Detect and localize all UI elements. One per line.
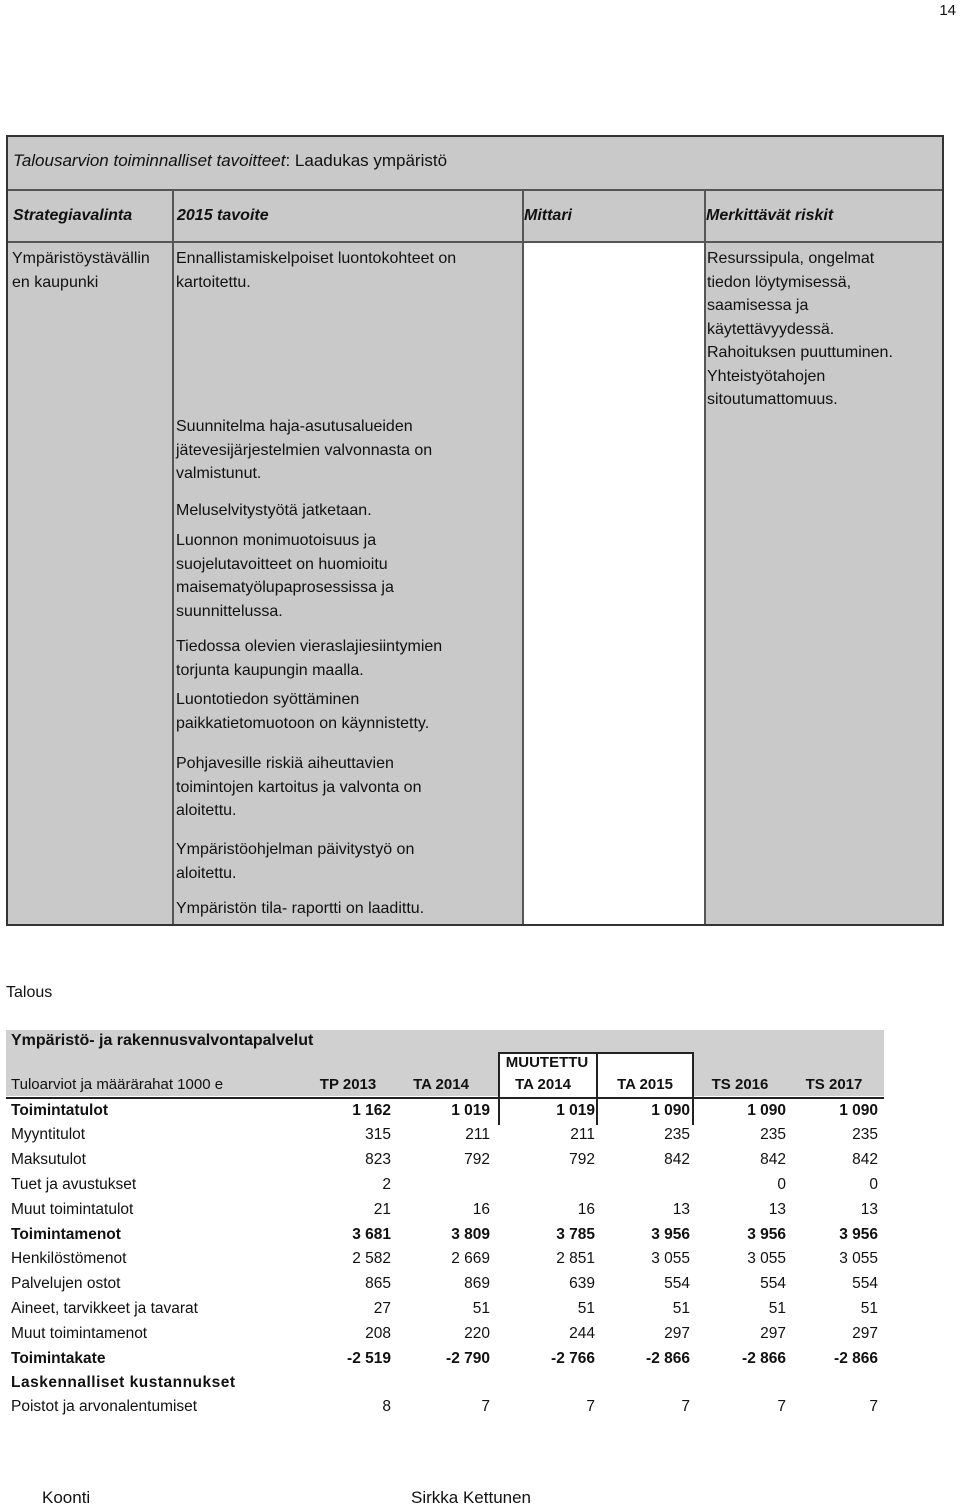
row-value: 21	[373, 1201, 391, 1218]
row-value: 51	[860, 1300, 878, 1317]
row-value: 51	[577, 1300, 595, 1317]
goal-item	[176, 688, 516, 735]
row-label: Muut toimintamenot	[11, 1325, 148, 1342]
row-value: 1 162	[352, 1102, 391, 1119]
risk-line: tiedon löytymisessä,	[707, 273, 852, 291]
row-value: 7	[681, 1398, 690, 1415]
row-value: -2 866	[646, 1350, 690, 1367]
row-value: 2	[382, 1176, 391, 1193]
row-value: 2 669	[451, 1250, 490, 1267]
row-value: 13	[672, 1201, 690, 1218]
row-value: 842	[664, 1151, 690, 1168]
row-value: -2 790	[446, 1350, 490, 1367]
goal-item	[176, 247, 516, 294]
row-value: 27	[373, 1300, 391, 1317]
row-value: -2 519	[347, 1350, 391, 1367]
column-header: TA 2014	[413, 1076, 469, 1093]
row-value: 315	[365, 1126, 391, 1143]
row-value: 3 785	[556, 1226, 595, 1243]
row-value: 7	[869, 1398, 878, 1415]
row-value: 51	[672, 1300, 690, 1317]
row-value: 0	[869, 1176, 878, 1193]
goal-line: Luonnon monimuotoisuus ja	[176, 532, 377, 549]
row-value: 235	[664, 1126, 690, 1143]
risk-line: käytettävyydessä.	[707, 320, 835, 338]
row-label: Toimintatulot	[11, 1102, 108, 1119]
row-value: 792	[464, 1151, 490, 1168]
goal-line: Tiedossa olevien vieraslajiesiintymien	[176, 638, 443, 655]
goal-item	[176, 838, 516, 885]
risk-line: Yhteistyötahojen	[707, 367, 826, 385]
column-header: TA 2015	[617, 1076, 673, 1093]
goals-title	[8, 137, 942, 191]
row-value: -2 766	[551, 1350, 595, 1367]
table-row	[6, 1322, 884, 1347]
row-value: 842	[760, 1151, 786, 1168]
row-value: 211	[465, 1126, 490, 1143]
table-row	[6, 1223, 884, 1247]
section-heading-talous: Talous	[6, 984, 53, 1001]
row-label: Palvelujen ostot	[11, 1275, 121, 1292]
footer-right: Sirkka Kettunen	[411, 1488, 532, 1507]
row-value: 7	[777, 1398, 786, 1415]
column-header: TP 2013	[319, 1076, 377, 1093]
row-value: 0	[777, 1176, 786, 1193]
header-meter: Mittari	[524, 207, 572, 224]
row-value: 297	[852, 1325, 878, 1342]
strategy-line: en kaupunki	[12, 273, 99, 291]
row-label: Henkilöstömenot	[11, 1250, 127, 1267]
goals-title-suffix: : Laadukas ympäristö	[285, 151, 448, 170]
column-divider	[172, 191, 174, 924]
header-goal: 2015 tavoite	[177, 207, 269, 224]
row-label: Laskennalliset kustannukset	[11, 1374, 236, 1391]
goal-item	[176, 897, 516, 921]
goal-item	[176, 529, 516, 623]
row-value: 3 055	[651, 1250, 690, 1267]
header-risks: Merkittävät riskit	[706, 207, 834, 224]
table-row	[6, 1371, 884, 1395]
row-label: Toimintakate	[11, 1350, 106, 1367]
row-value: 51	[472, 1300, 490, 1317]
row-value: 554	[760, 1275, 786, 1292]
row-value: 869	[464, 1275, 490, 1292]
row-value: 16	[472, 1201, 490, 1218]
row-value: 220	[464, 1325, 490, 1342]
row-value: 211	[570, 1126, 595, 1143]
goal-line: Ennallistamiskelpoiset luontokohteet on	[176, 250, 457, 267]
table-row	[6, 1198, 884, 1223]
row-value: 7	[481, 1398, 490, 1415]
goal-item	[176, 415, 516, 486]
row-value: 1 090	[747, 1102, 786, 1119]
row-label: Toimintamenot	[11, 1226, 121, 1243]
row-value: 554	[664, 1275, 690, 1292]
row-label: Maksutulot	[11, 1151, 86, 1168]
risk-line: sitoutumattomuus.	[707, 391, 838, 408]
row-value: 3 681	[352, 1226, 391, 1243]
row-value: 792	[569, 1151, 595, 1168]
row-value: 3 956	[839, 1226, 878, 1243]
table-row	[6, 1347, 884, 1371]
row-value: 235	[852, 1126, 878, 1143]
table-row	[6, 1148, 884, 1173]
table-row	[6, 1247, 884, 1272]
finance-rows	[6, 1099, 884, 1420]
goal-line: suojelutavoitteet on huomioitu	[176, 555, 388, 573]
row-value: 297	[664, 1325, 690, 1342]
goal-line: Suunnitelma haja-asutusalueiden	[176, 418, 413, 435]
row-value: 2 582	[352, 1250, 391, 1267]
goal-line: Pohjavesille riskiä aiheuttavien	[176, 755, 394, 772]
goals-title-prefix: Talousarvion toiminnalliset tavoitteet	[13, 151, 286, 170]
row-value: 3 809	[451, 1226, 490, 1243]
column-header: TS 2017	[805, 1076, 863, 1093]
goal-line: jätevesijärjestelmien valvonnasta on	[176, 441, 433, 459]
goal-line: toimintojen kartoitus ja valvonta on	[176, 778, 422, 796]
row-value: 3 055	[839, 1250, 878, 1267]
row-value: 235	[760, 1126, 786, 1143]
row-value: 865	[365, 1275, 391, 1292]
row-value: 1 019	[451, 1102, 490, 1119]
row-label: Poistot ja arvonalentumiset	[11, 1398, 198, 1415]
table-row	[6, 1099, 884, 1123]
row-label: Aineet, tarvikkeet ja tavarat	[11, 1300, 198, 1317]
row-label: Tuet ja avustukset	[11, 1176, 137, 1193]
table-row	[6, 1123, 884, 1148]
goal-line: valmistunut.	[176, 465, 262, 482]
goal-line: Luontotiedon syöttäminen	[176, 691, 360, 708]
goal-item	[176, 752, 516, 823]
table-row	[6, 1395, 884, 1420]
risks-cell	[707, 247, 943, 412]
table-row	[6, 1272, 884, 1297]
goal-line: suunnittelussa.	[176, 602, 283, 620]
column-header: TS 2016	[711, 1076, 769, 1093]
goal-line: torjunta kaupungin maalla.	[176, 661, 364, 679]
strategy-cell	[12, 247, 150, 294]
row-value: 3 055	[747, 1250, 786, 1267]
row-value: 823	[365, 1151, 391, 1168]
row-value: 554	[852, 1275, 878, 1292]
column-divider	[522, 191, 524, 924]
row-value: 1 090	[651, 1102, 690, 1119]
page-number: 14	[939, 2, 956, 19]
column-header: TA 2014	[515, 1076, 571, 1093]
finance-header-label: Tuloarviot ja määrärahat 1000 e	[11, 1076, 224, 1093]
row-value: 7	[586, 1398, 595, 1415]
row-label: Muut toimintatulot	[11, 1201, 134, 1218]
goals-header-row	[8, 191, 942, 243]
table-row	[6, 1173, 884, 1198]
risk-line: Rahoituksen puuttuminen.	[707, 344, 893, 361]
table-row	[6, 1297, 884, 1322]
column-divider	[704, 191, 706, 924]
muutettu-label: MUUTETTU	[505, 1054, 589, 1071]
goals-table	[6, 135, 944, 926]
goal-line: Ympäristöohjelman päivitystyö on	[176, 841, 415, 858]
row-value: 13	[860, 1201, 878, 1218]
row-value: -2 866	[742, 1350, 786, 1367]
row-value: 1 019	[556, 1102, 595, 1119]
goal-item	[176, 499, 516, 523]
goal-line: paikkatietomuotoon on käynnistetty.	[176, 714, 430, 732]
row-value: -2 866	[834, 1350, 878, 1367]
goal-line: kartoitettu.	[176, 273, 251, 291]
goal-line: aloitettu.	[176, 864, 237, 882]
row-label: Myyntitulot	[11, 1126, 86, 1143]
row-value: 13	[768, 1201, 786, 1218]
goal-item	[176, 635, 516, 682]
goal-line: Ympäristön tila- raportti on laadittu.	[176, 900, 425, 917]
header-strategy: Strategiavalinta	[13, 207, 133, 224]
row-value: 16	[577, 1201, 595, 1218]
row-value: 244	[569, 1325, 595, 1342]
finance-table-title: Ympäristö- ja rakennusvalvontapalvelut	[11, 1032, 314, 1049]
goal-line: Meluselvitystyötä jatketaan.	[176, 502, 372, 519]
row-value: 3 956	[651, 1226, 690, 1243]
row-value: 8	[382, 1398, 391, 1415]
goal-line: maisematyölupaprosessissa ja	[176, 579, 394, 596]
row-value: 297	[760, 1325, 786, 1342]
row-value: 208	[365, 1325, 391, 1342]
row-value: 3 956	[747, 1226, 786, 1243]
meter-cell	[524, 243, 704, 924]
row-value: 51	[768, 1300, 786, 1317]
risk-line: saamisessa ja	[707, 297, 809, 314]
strategy-line: Ympäristöystävällin	[12, 250, 150, 267]
row-value: 842	[852, 1151, 878, 1168]
row-value: 2 851	[556, 1250, 595, 1267]
row-value: 1 090	[839, 1102, 878, 1119]
footer-left: Koonti	[42, 1488, 91, 1507]
risk-line: Resurssipula, ongelmat	[707, 250, 875, 267]
row-value: 639	[569, 1275, 595, 1292]
goal-line: aloitettu.	[176, 802, 237, 819]
